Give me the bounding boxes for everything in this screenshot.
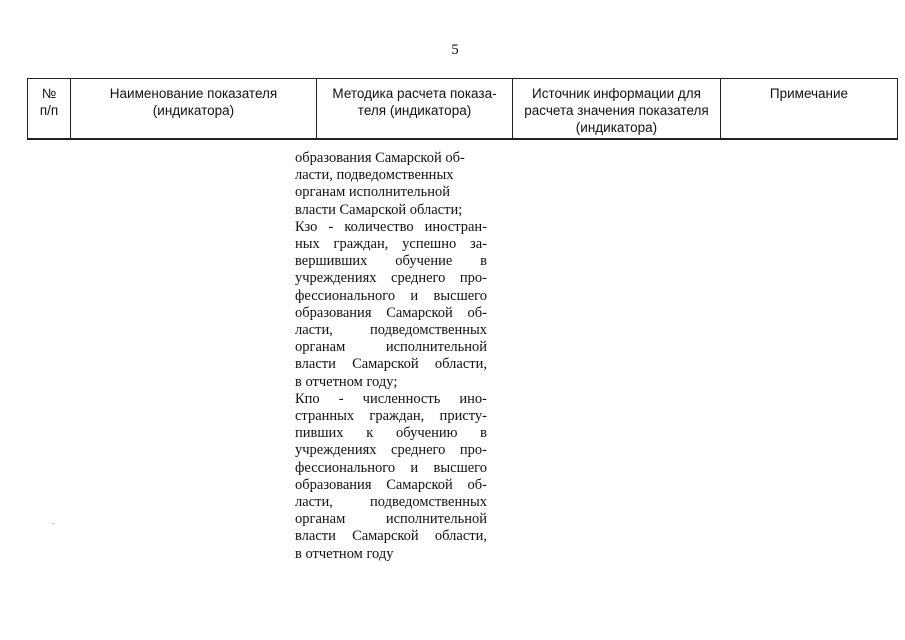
text-line: пивших к обучению в (295, 425, 487, 442)
column-header-number (28, 79, 71, 138)
text-line: ласти, подведомственных (295, 494, 487, 511)
text-line: учреждениях среднего про- (295, 270, 487, 287)
column-header-note (721, 79, 897, 138)
text-line: власти Самарской области, (295, 356, 487, 373)
header-text-line: № (41, 86, 57, 101)
text-line: в отчетном году (295, 545, 394, 562)
text-line: ных граждан, успешно за- (295, 236, 487, 253)
header-text-line: теля (индикатора) (357, 103, 472, 118)
text-line: органам исполнительной (295, 339, 487, 356)
table-header-row (27, 78, 898, 140)
text-line: образования Самарской об- (295, 476, 487, 493)
column-header-information-source (513, 79, 721, 138)
header-text-line: Наименование показателя (109, 86, 278, 101)
column-header-indicator-name (71, 79, 317, 138)
text-line: ласти, подведомственных (295, 322, 487, 339)
text-line: ласти, подведомственных (295, 167, 454, 184)
column-header-calculation-method (317, 79, 513, 138)
text-line: странных граждан, присту- (295, 408, 487, 425)
header-text-line: (индикатора) (575, 120, 658, 135)
text-line: фессионального и высшего (295, 459, 487, 476)
text-line: образования Самарской об- (295, 304, 487, 321)
text-line: учреждениях среднего про- (295, 442, 487, 459)
header-text-line: Примечание (769, 86, 849, 101)
text-line: власти Самарской области, (295, 528, 487, 545)
text-line: в отчетном году; (295, 373, 398, 390)
text-line: фессионального и высшего (295, 287, 487, 304)
header-text-line: п/п (39, 103, 59, 118)
header-text-line: Методика расчета показа- (332, 86, 497, 101)
scan-speck (52, 523, 54, 524)
page-number: 5 (451, 42, 459, 58)
calculation-method-text (295, 150, 487, 563)
header-text-line: (индикатора) (152, 103, 235, 118)
header-text-line: Источник информации для (532, 86, 701, 101)
text-line: власти Самарской области; (295, 201, 463, 218)
header-text-line: расчета значения показателя (524, 103, 709, 118)
text-line: вершивших обучение в (295, 253, 487, 270)
text-line: образования Самарской об- (295, 150, 465, 166)
text-line: Кпо - численность ино- (295, 390, 487, 407)
text-line: органам исполнительной (295, 511, 487, 528)
text-line: органам исполнительной (295, 184, 451, 201)
text-line: Кзо - количество иностран- (295, 218, 487, 235)
